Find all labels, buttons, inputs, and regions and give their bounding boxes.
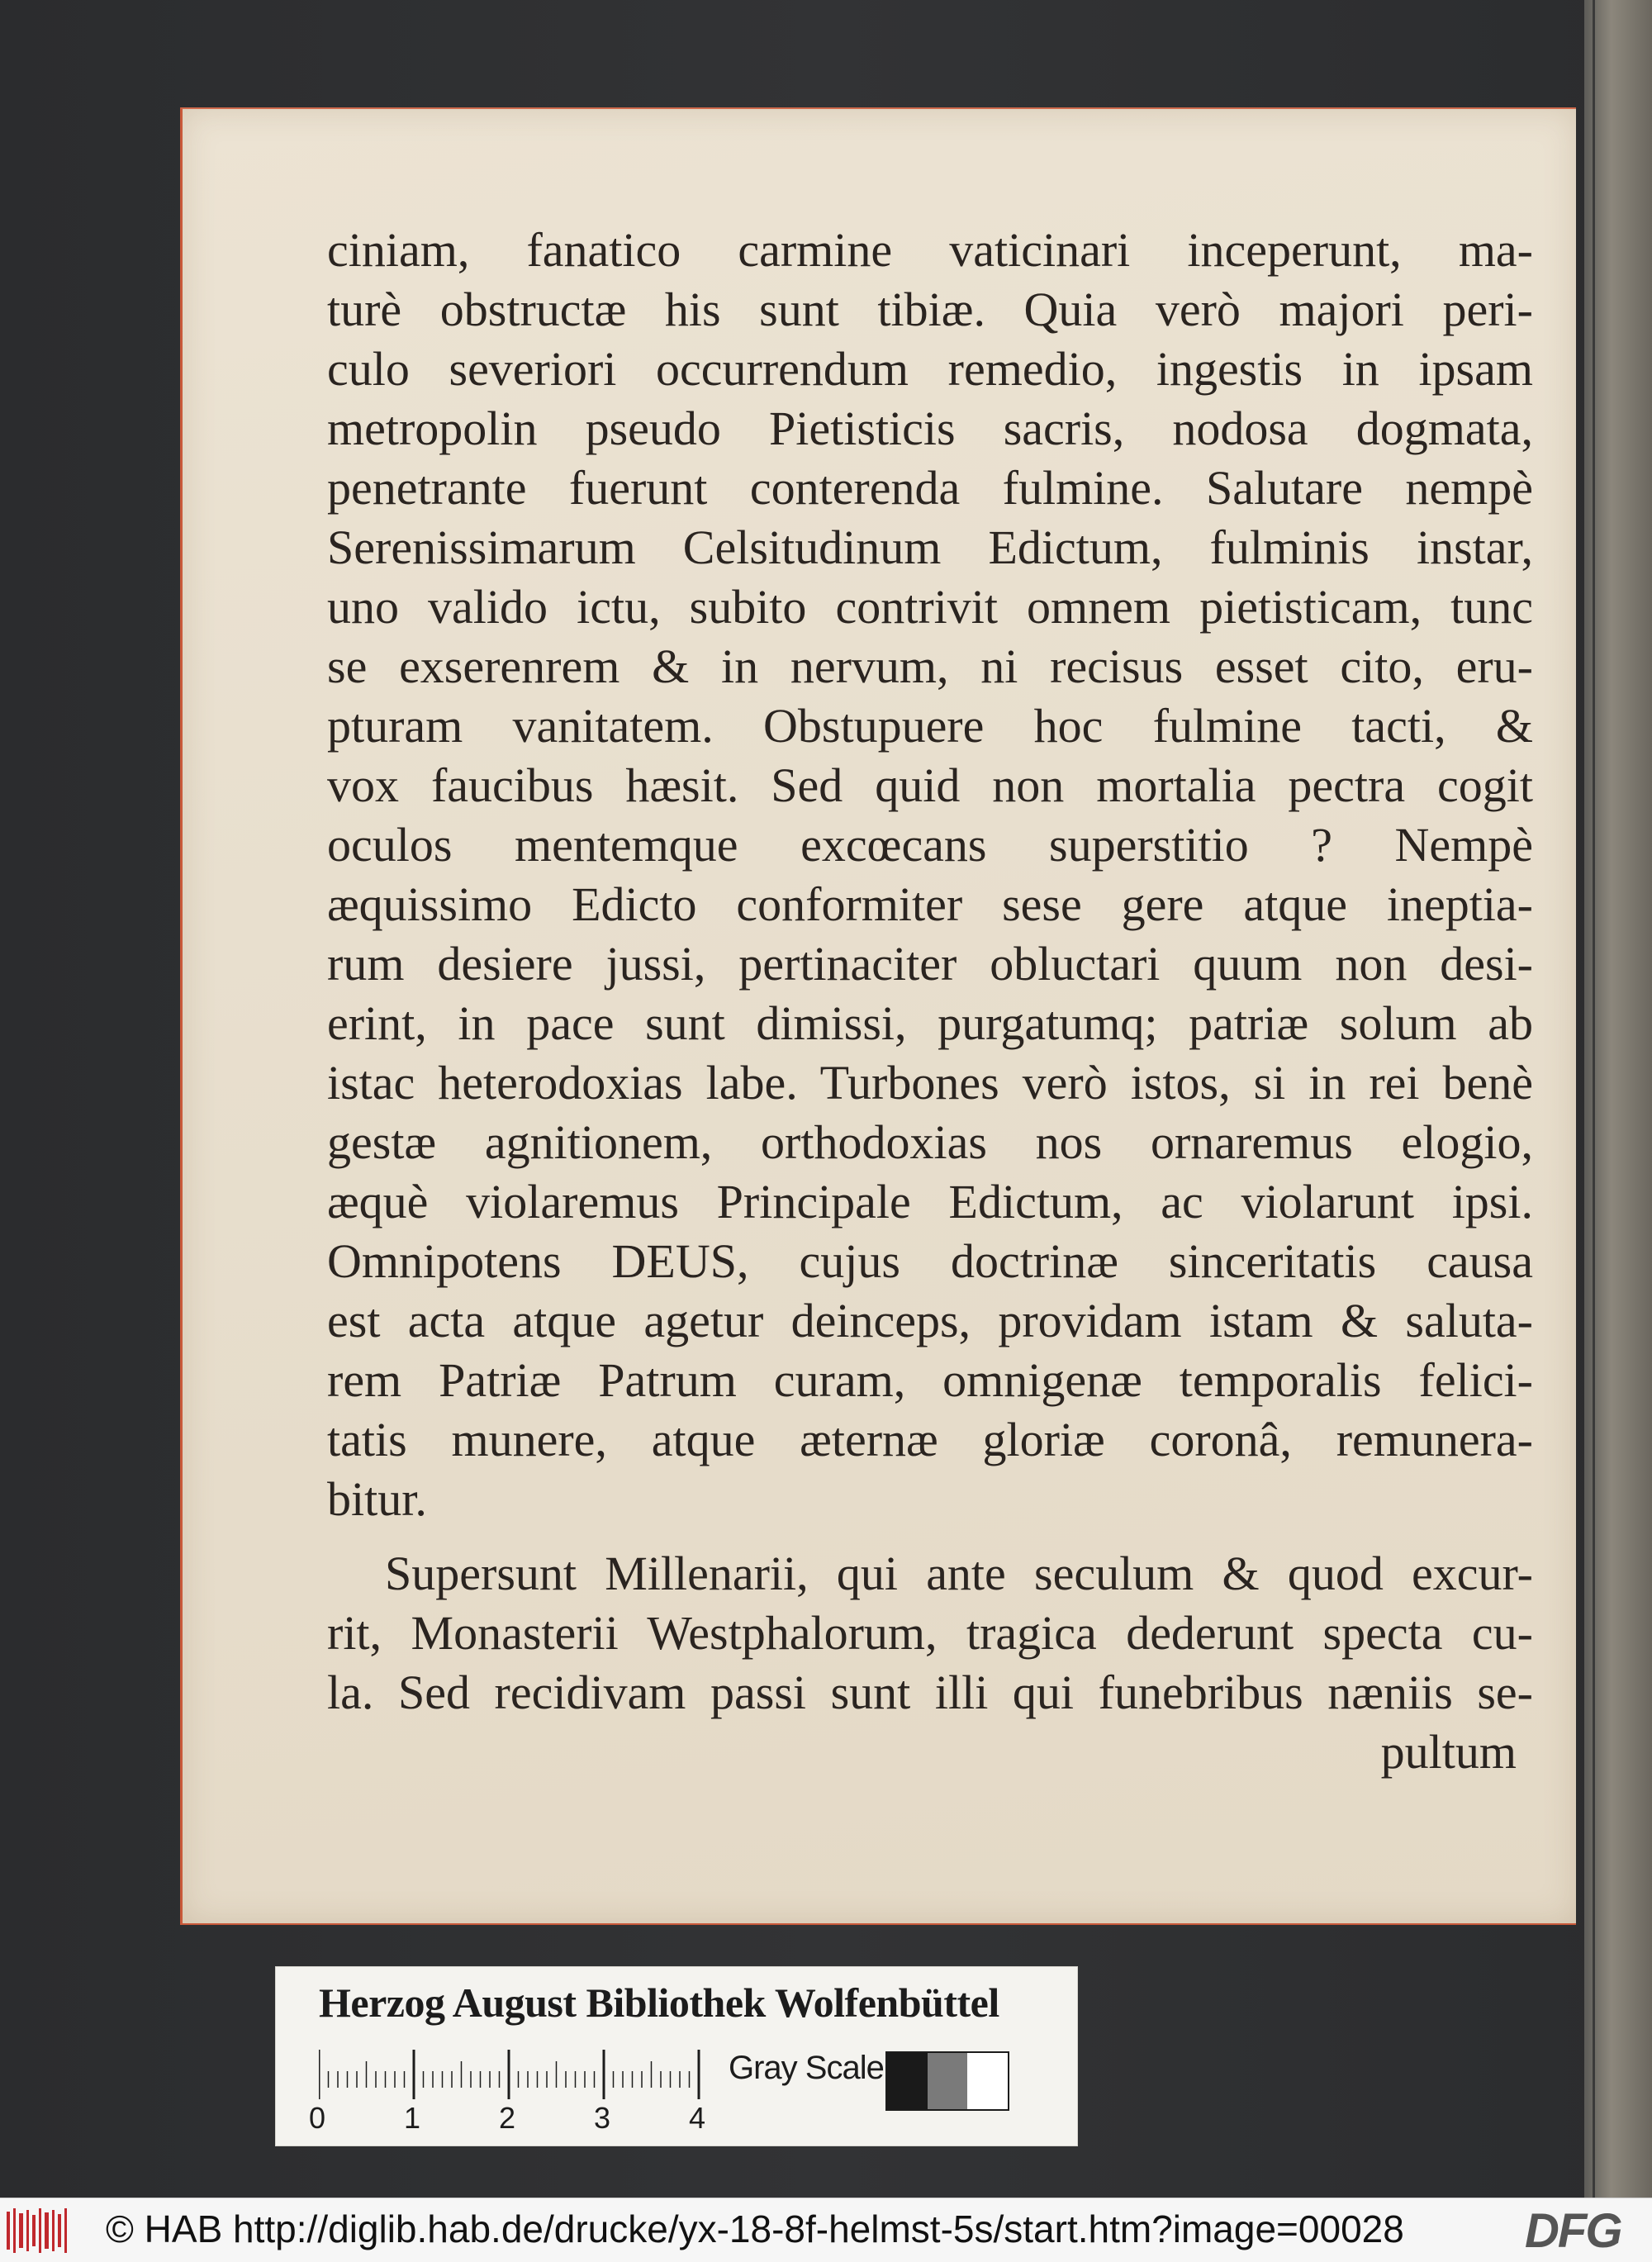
text-line: istac heterodoxias labe. Turbones verò istos, si in rei benè (327, 1056, 1533, 1110)
text-line: la. Sed recidivam passi sunt illi qui funebribus næniis se- (327, 1666, 1533, 1719)
gray-scale-label: Gray Scale (729, 2050, 884, 2086)
text-line: oculos mentemque excœcans superstitio ? Nempè (327, 818, 1533, 872)
text-line: se exserenrem & in nervum, ni recisus esset cito, eru- (327, 639, 1533, 693)
text-line: erint, in pace sunt dimissi, purgatumq; patriæ solum ab (327, 996, 1533, 1050)
text-line: Omnipotens DEUS, cujus doctrinæ sinceritatis causa (327, 1234, 1533, 1288)
text-line: Serenissimarum Celsitudinum Edictum, fulminis instar, (327, 520, 1533, 574)
dfg-logo: DFG (1525, 2204, 1621, 2258)
gray-swatch-white (967, 2053, 1008, 2109)
copyright-url[interactable]: © HAB http://diglib.hab.de/drucke/yx-18-8f-helmst-5s/start.htm?image=00028 (106, 2207, 1404, 2250)
text-line: culo severiori occurrendum remedio, ingestis in ipsam (327, 342, 1533, 396)
text-line: bitur. (327, 1472, 427, 1526)
text-line: rem Patriæ Patrum curam, omnigenæ temporalis felici- (327, 1353, 1533, 1407)
library-color-card (275, 1966, 1078, 2146)
text-line: penetrante fuerunt conterenda fulmine. Salutare nempè (327, 461, 1533, 515)
text-line: æquissimo Edicto conformiter sese gere atque ineptia- (327, 877, 1533, 931)
page-text (327, 221, 1533, 1782)
ruler-number: 4 (689, 2101, 706, 2135)
text-line: metropolin pseudo Pietisticis sacris, nodosa dogmata, (327, 402, 1533, 455)
text-line: Supersunt Millenarii, qui ante seculum & quod excur- (385, 1547, 1533, 1600)
text-line: uno valido ictu, subito contrivit omnem pietisticam, tunc (327, 580, 1533, 634)
text-line: tatis munere, atque æternæ gloriæ coronâ, remunera- (327, 1413, 1533, 1466)
text-line: ciniam, fanatico carmine vaticinari inceperunt, ma- (327, 223, 1533, 277)
ruler (319, 2050, 748, 2099)
hab-barcode-logo-icon (7, 2208, 68, 2253)
gray-swatch-mid (928, 2053, 968, 2109)
text-line: vox faucibus hæsit. Sed quid non mortalia pectra cogit (327, 758, 1533, 812)
text-line: rum desiere jussi, pertinaciter obluctari quum non desi- (327, 937, 1533, 991)
gray-swatch-dark (887, 2053, 928, 2109)
footer-bar (0, 2198, 1652, 2262)
page-gutter-line (1593, 0, 1595, 2198)
library-name: Herzog August Bibliothek Wolfenbüttel (319, 1979, 999, 2026)
ruler-number: 1 (404, 2101, 421, 2135)
text-line: turè obstructæ his sunt tibiæ. Quia verò majori peri- (327, 283, 1533, 336)
book-page (180, 107, 1576, 1925)
text-line: æquè violaremus Principale Edictum, ac violarunt ipsi. (327, 1175, 1533, 1228)
text-line: rit, Monasterii Westphalorum, tragica dederunt specta cu- (327, 1606, 1533, 1660)
text-line: est acta atque agetur deinceps, providam istam & saluta- (327, 1294, 1533, 1347)
ruler-number: 0 (309, 2101, 326, 2135)
text-line: pturam vanitatem. Obstupuere hoc fulmine tacti, & (327, 699, 1533, 753)
ruler-number: 2 (499, 2101, 516, 2135)
ruler-number: 3 (594, 2101, 611, 2135)
catchword: pultum (1380, 1725, 1517, 1779)
text-line: gestæ agnitionem, orthodoxias nos ornaremus elogio, (327, 1115, 1533, 1169)
gray-scale-swatches (885, 2051, 1009, 2111)
